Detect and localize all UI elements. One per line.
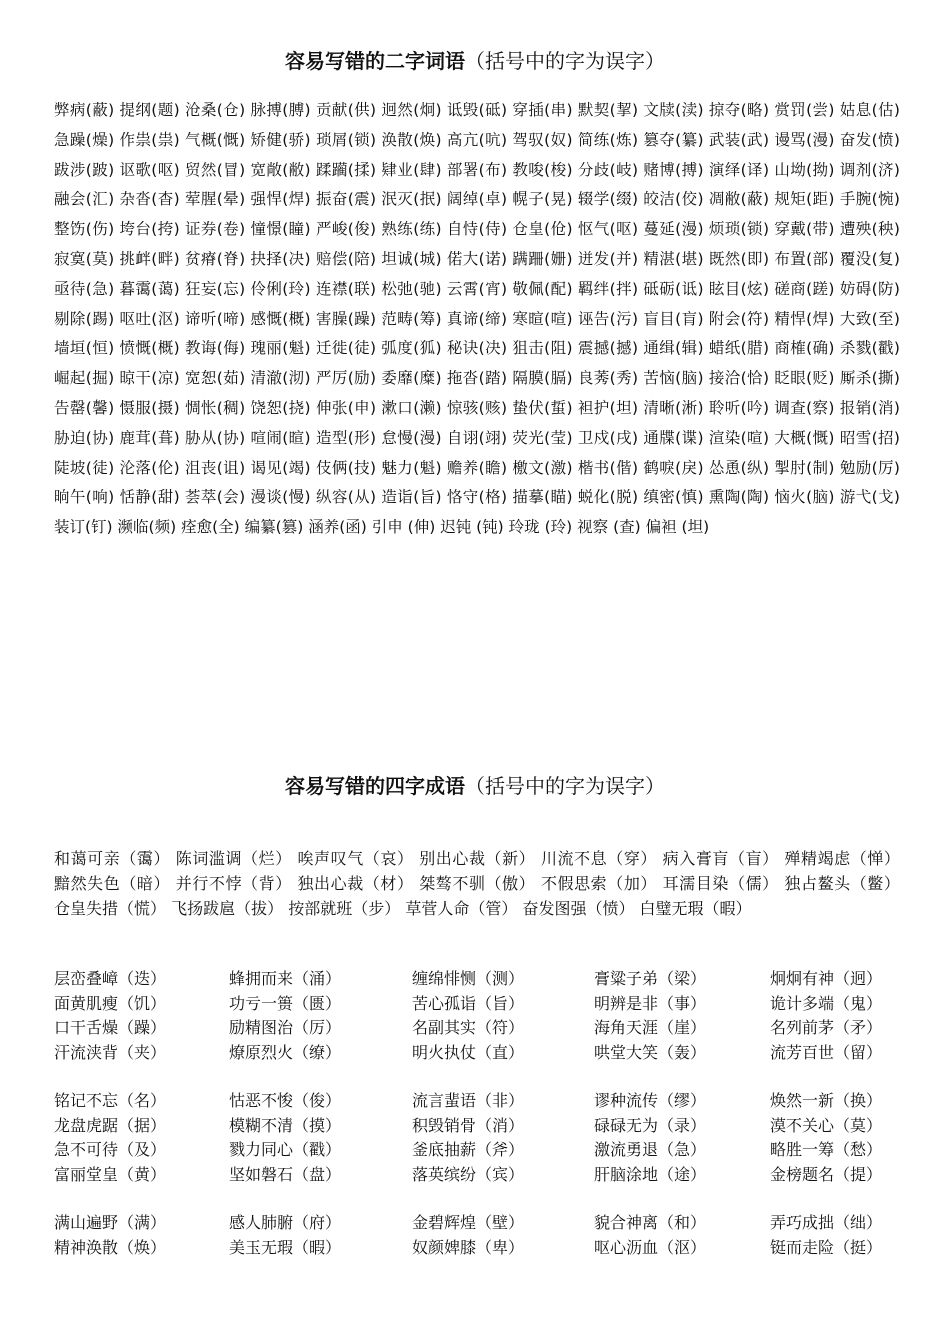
idiom-cell: 弄巧成拙（绌） <box>770 1213 883 1232</box>
word-entry: 简练(炼) <box>577 130 639 149</box>
word-entry: 沮丧(诅) <box>184 458 246 477</box>
idiom-entry: 桀骜不驯（傲） <box>419 874 536 893</box>
idiom-entry: 仓皇失措（慌） <box>54 899 167 918</box>
idiom-entry: 和蔼可亲（霭） <box>54 849 171 868</box>
word-entry: 濒临(频) <box>117 518 177 537</box>
idiom-entry: 独占鳌头（鳖） <box>784 874 900 893</box>
idiom-cell: 落英缤纷（宾） <box>412 1164 525 1184</box>
idiom-cell: 燎原烈火（缭） <box>229 1042 342 1062</box>
word-entry: 谛听(啼) <box>184 309 246 328</box>
idiom-cell: 膏粱子弟（梁） <box>594 969 707 988</box>
word-entry: 气概(慨) <box>184 130 246 149</box>
word-entry: 迸发(并) <box>577 249 639 268</box>
word-entry: 慑服(摄) <box>119 398 180 417</box>
idiom-entry: 陈词滥调（烂） <box>175 849 292 868</box>
word-entry: 伎俩(技) <box>315 458 377 477</box>
word-entry: 漱口(濑) <box>381 398 442 417</box>
word-entry: 编纂(篡) <box>244 518 304 537</box>
word-entry: 附会(符) <box>708 309 769 328</box>
word-entry: 严厉(励) <box>315 369 377 388</box>
word-entry: 姑息(估) <box>839 101 900 119</box>
word-entry: 造诣(旨) <box>381 488 442 507</box>
word-entry: 奋发(愤) <box>839 130 900 149</box>
word-entry: 檄文(激) <box>512 458 573 477</box>
idiom-cell: 碌碌无为（录） <box>594 1115 707 1135</box>
word-entry: 聆听(吟) <box>708 398 769 417</box>
word-entry: 纵容(从) <box>315 488 377 507</box>
idiom-cell: 满山遍野（满） <box>54 1213 167 1232</box>
idiom-cell: 漠不关心（莫） <box>770 1115 883 1135</box>
four-char-idioms-paragraph <box>54 846 900 921</box>
word-entry: 昭雪(招) <box>839 428 900 447</box>
word-entry: 蜕化(脱) <box>577 488 639 507</box>
word-entry: 证券(卷) <box>184 220 246 239</box>
word-entry: 荧光(莹) <box>512 428 573 447</box>
word-entry: 调查(察) <box>774 398 835 417</box>
word-entry: 伶俐(玲) <box>250 279 311 298</box>
idiom-row <box>54 1163 904 1188</box>
idiom-cell: 积毁销骨（消） <box>412 1115 525 1135</box>
word-entry: 良莠(秀) <box>577 369 639 388</box>
idiom-cell: 貌合神离（和） <box>594 1213 707 1232</box>
word-entry: 弊病(蔽) <box>54 101 115 119</box>
word-entry: 报销(消) <box>839 398 900 417</box>
idiom-row <box>54 1211 904 1236</box>
idiom-entry: 草菅人命（管） <box>405 899 518 918</box>
four-char-idioms-note: （括号中的字为误字） <box>465 774 665 798</box>
word-entry: 感慨(概) <box>250 309 311 328</box>
word-entry: 矫健(骄) <box>250 130 311 149</box>
word-entry: 辍学(缀) <box>577 190 639 209</box>
idiom-cell: 激流勇退（急） <box>594 1140 707 1159</box>
word-entry: 坦诚(城) <box>381 249 442 268</box>
word-entry: 精湛(堪) <box>643 249 704 268</box>
word-entry: 掠夺(略) <box>708 101 769 119</box>
word-entry: 蹒跚(姗) <box>512 249 573 268</box>
word-entry: 作祟(祟) <box>119 130 180 149</box>
word-entry: 贡献(供) <box>315 101 377 119</box>
word-entry: 垮台(挎) <box>119 220 180 239</box>
word-entry: 迥然(炯) <box>381 101 442 119</box>
word-entry: 胁从(协) <box>184 428 246 447</box>
word-entry: 怄气(呕) <box>577 220 639 239</box>
word-entry: 杂沓(杳) <box>119 190 180 209</box>
word-entry: 清晰(淅) <box>643 398 704 417</box>
word-entry: 暮霭(蔼) <box>119 279 180 298</box>
word-entry: 篡夺(纂) <box>643 130 704 149</box>
word-entry: 胁迫(协) <box>54 428 115 447</box>
idiom-row <box>54 1138 904 1163</box>
word-entry: 谒见(竭) <box>250 458 311 477</box>
four-char-idioms-heading: 容易写错的四字成语 <box>285 774 465 798</box>
word-entry: 崛起(掘) <box>54 369 115 388</box>
word-entry: 默契(挈) <box>577 101 639 119</box>
idiom-cell: 励精图治（厉） <box>229 1018 342 1037</box>
word-entry: 委靡(糜) <box>381 369 442 388</box>
two-char-words-title <box>0 48 950 74</box>
idiom-cell: 名列前茅（矛） <box>770 1018 883 1037</box>
idiom-cell: 铭记不忘（名） <box>54 1091 167 1110</box>
idiom-cell: 蜂拥而来（涌） <box>229 969 342 988</box>
idiom-entry: 独出心裁（材） <box>297 874 414 893</box>
idiom-entry: 别出心裁（新） <box>419 849 536 868</box>
word-entry: 拖沓(踏) <box>446 369 508 388</box>
word-entry: 勉励(厉) <box>839 458 900 477</box>
idiom-cell: 金榜题名（提） <box>770 1164 883 1184</box>
idiom-entry: 川流不息（穿） <box>540 849 657 868</box>
word-entry: 通牒(谍) <box>643 428 704 447</box>
word-entry: 装订(钉) <box>54 518 113 537</box>
idiom-cell: 谬种流传（缪） <box>594 1091 707 1110</box>
word-entry: 狂妄(忘) <box>184 279 246 298</box>
word-entry: 覆没(复) <box>839 249 900 268</box>
word-entry: 厮杀(撕) <box>839 369 900 388</box>
word-entry: 鹿茸(葺) <box>119 428 180 447</box>
idiom-row <box>54 1236 904 1261</box>
word-entry: 诬告(污) <box>577 309 639 328</box>
four-char-idioms-title <box>0 773 950 799</box>
word-entry: 视察 (查) <box>577 518 641 537</box>
word-entry: 山坳(拗) <box>774 160 835 179</box>
idiom-row <box>54 1089 904 1114</box>
word-entry: 涵养(函) <box>308 518 367 537</box>
word-entry: 部署(布) <box>446 160 508 179</box>
word-entry: 缜密(慎) <box>643 488 704 507</box>
word-entry: 融会(汇) <box>54 190 115 209</box>
word-entry: 隔膜(膈) <box>512 369 573 388</box>
word-entry: 大致(至) <box>839 309 900 328</box>
word-entry: 肄业(肆) <box>381 160 442 179</box>
word-entry: 楷书(偕) <box>577 458 639 477</box>
word-entry: 偌大(诺) <box>446 249 508 268</box>
word-entry: 蹂躏(揉) <box>315 160 377 179</box>
word-entry: 玲珑 (玲) <box>508 518 573 537</box>
idiom-cell: 呕心沥血（沤） <box>594 1237 707 1257</box>
word-entry: 既然(即) <box>708 249 769 268</box>
word-entry: 武装(武) <box>708 130 769 149</box>
word-entry: 自恃(侍) <box>446 220 508 239</box>
idiom-entry: 白璧无瑕（暇） <box>639 899 752 918</box>
word-entry: 谩骂(漫) <box>774 130 835 149</box>
idiom-entry: 耳濡目染（儒） <box>662 874 779 893</box>
word-entry: 云霄(宵) <box>446 279 508 298</box>
two-char-words-heading: 容易写错的二字词语 <box>285 49 465 73</box>
word-entry: 蜡纸(腊) <box>708 339 769 358</box>
word-entry: 布置(部) <box>774 249 835 268</box>
idiom-cell: 感人肺腑（府） <box>229 1213 342 1232</box>
idiom-entry: 飞扬跋扈（拔） <box>171 899 284 918</box>
idiom-cell: 略胜一筹（愁） <box>770 1140 883 1159</box>
word-entry: 魅力(魁) <box>381 458 442 477</box>
word-entry: 贸然(冒) <box>184 160 246 179</box>
word-entry: 范畴(筹) <box>381 309 442 328</box>
word-entry: 眩目(炫) <box>708 279 769 298</box>
word-entry: 严峻(俊) <box>315 220 377 239</box>
word-entry: 提纲(题) <box>119 101 180 119</box>
word-entry: 挑衅(畔) <box>119 249 180 268</box>
word-entry: 惊骇(赅) <box>446 398 508 417</box>
word-entry: 狙击(阻) <box>512 339 573 358</box>
word-entry: 弧度(狐) <box>381 339 442 358</box>
idiom-cell: 富丽堂皇（黄） <box>54 1164 167 1184</box>
word-entry: 荤腥(晕) <box>184 190 246 209</box>
idiom-row <box>54 1016 904 1041</box>
idiom-cell: 流言蜚语（非） <box>412 1091 525 1110</box>
word-entry: 凋敝(蔽) <box>708 190 769 209</box>
word-entry: 痊愈(全) <box>181 518 240 537</box>
idiom-grid-1 <box>54 967 904 1065</box>
idiom-cell: 层峦叠嶂（迭） <box>54 969 167 988</box>
idiom-cell: 金碧辉煌（壁） <box>412 1213 525 1232</box>
word-entry: 亟待(急) <box>54 279 115 298</box>
idiom-cell: 明火执仗（直） <box>412 1042 525 1062</box>
word-entry: 整饬(伤) <box>54 220 115 239</box>
idiom-entry: 按部就班（步） <box>288 899 401 918</box>
two-char-words-note: （括号中的字为误字） <box>465 49 665 73</box>
word-entry: 急躁(燥) <box>54 130 115 149</box>
word-entry: 规矩(距) <box>774 190 835 209</box>
word-entry: 幌子(晃) <box>512 190 573 209</box>
word-entry: 遭殃(秧) <box>839 220 900 239</box>
word-entry: 寂寞(莫) <box>54 249 115 268</box>
idiom-cell: 坚如磐石（盘） <box>229 1164 342 1184</box>
word-entry: 喧闹(暄) <box>250 428 311 447</box>
idiom-cell: 缠绵悱恻（测） <box>412 969 525 988</box>
word-entry: 游弋(戈) <box>839 488 900 507</box>
word-entry: 烦琐(锁) <box>708 220 769 239</box>
word-entry: 震撼(撼) <box>577 339 639 358</box>
idiom-cell: 名副其实（符） <box>412 1018 525 1037</box>
idiom-cell: 炯炯有神（迥） <box>770 969 883 988</box>
word-entry: 跋涉(跛) <box>54 160 115 179</box>
word-entry: 自诩(翊) <box>446 428 508 447</box>
word-entry: 熏陶(陶) <box>708 488 769 507</box>
idiom-cell: 哄堂大笑（轰） <box>594 1042 707 1062</box>
word-entry: 宽敞(敝) <box>250 160 311 179</box>
idiom-cell: 模糊不清（摸） <box>229 1115 342 1135</box>
word-entry: 秘诀(决) <box>446 339 508 358</box>
word-entry: 怂恿(纵) <box>708 458 769 477</box>
word-entry: 商榷(确) <box>774 339 835 358</box>
idiom-cell: 急不可待（及） <box>54 1140 167 1159</box>
word-entry: 砥砺(诋) <box>643 279 704 298</box>
word-entry: 驾驭(奴) <box>512 130 573 149</box>
idiom-cell: 焕然一新（换） <box>770 1091 883 1110</box>
word-entry: 晾干(凉) <box>119 369 180 388</box>
word-entry: 剔除(踢) <box>54 309 115 328</box>
word-entry: 墙垣(恒) <box>54 339 115 358</box>
idiom-cell: 口干舌燥（躁） <box>54 1018 167 1037</box>
word-entry: 手腕(惋) <box>839 190 900 209</box>
word-entry: 宽恕(茹) <box>184 369 246 388</box>
idiom-row <box>54 967 904 992</box>
idiom-cell: 美玉无瑕（暇） <box>229 1237 342 1257</box>
idiom-cell: 海角天涯（崖） <box>594 1018 707 1037</box>
word-entry: 沧桑(仓) <box>184 101 246 119</box>
word-entry: 赔偿(陪) <box>315 249 377 268</box>
idiom-entry: 奋发图强（愤） <box>522 899 635 918</box>
word-entry: 渲染(喧) <box>708 428 769 447</box>
idiom-cell: 奴颜婢膝（卑） <box>412 1237 525 1257</box>
word-entry: 贫瘠(脊) <box>184 249 246 268</box>
word-entry: 呕吐(沤) <box>119 309 180 328</box>
word-entry: 大概(慨) <box>774 428 835 447</box>
word-entry: 恪守(格) <box>446 488 508 507</box>
idiom-cell: 功亏一篑（匮） <box>229 993 342 1013</box>
word-entry: 脉搏(膊) <box>250 101 311 119</box>
word-entry: 鹤唳(戾) <box>643 458 704 477</box>
word-entry: 教诲(侮) <box>184 339 246 358</box>
idiom-entry: 黯然失色（暗） <box>54 874 171 893</box>
word-entry: 憧憬(瞳) <box>250 220 311 239</box>
word-entry: 精悍(焊) <box>774 309 835 328</box>
idiom-row <box>54 1114 904 1139</box>
idiom-entry: 并行不悖（背） <box>175 874 292 893</box>
word-entry: 怠慢(漫) <box>381 428 442 447</box>
word-entry: 晌午(响) <box>54 488 115 507</box>
word-entry: 害臊(躁) <box>315 309 377 328</box>
idiom-cell: 龙盘虎踞（据） <box>54 1115 167 1135</box>
word-entry: 瑰丽(魁) <box>250 339 311 358</box>
word-entry: 熟练(练) <box>381 220 442 239</box>
idiom-cell: 怙恶不悛（俊） <box>229 1091 342 1110</box>
word-entry: 讴歌(呕) <box>119 160 180 179</box>
idiom-entry: 病入膏肓（盲） <box>662 849 779 868</box>
word-entry: 引申 (伸) <box>371 518 436 537</box>
idiom-cell: 流芳百世（留） <box>770 1042 883 1062</box>
word-entry: 赡养(瞻) <box>446 458 508 477</box>
word-entry: 接洽(恰) <box>708 369 769 388</box>
word-entry: 荟萃(会) <box>184 488 246 507</box>
idiom-cell: 诡计多端（鬼） <box>770 993 883 1013</box>
word-entry: 连襟(联) <box>315 279 377 298</box>
word-entry: 穿戴(带) <box>774 220 835 239</box>
word-entry: 蔓延(漫) <box>643 220 704 239</box>
word-entry: 蛰伏(蜇) <box>512 398 573 417</box>
word-entry: 迁徙(徒) <box>315 339 377 358</box>
idiom-entry: 殚精竭虑（惮） <box>784 849 900 868</box>
word-entry: 饶恕(挠) <box>250 398 311 417</box>
word-entry: 眨眼(贬) <box>774 369 835 388</box>
word-entry: 松弛(驰) <box>381 279 442 298</box>
word-entry: 袒护(坦) <box>577 398 639 417</box>
word-entry: 泯灭(抿) <box>381 190 442 209</box>
word-entry: 磋商(蹉) <box>774 279 835 298</box>
word-entry: 抉择(决) <box>250 249 311 268</box>
word-entry: 寒暄(喧) <box>512 309 573 328</box>
word-entry: 高亢(吭) <box>446 130 508 149</box>
word-entry: 琐屑(锁) <box>315 130 377 149</box>
word-entry: 教唆(梭) <box>512 160 573 179</box>
idiom-entry: 唉声叹气（哀） <box>297 849 414 868</box>
word-entry: 卫戍(戌) <box>577 428 639 447</box>
word-entry: 造型(形) <box>315 428 377 447</box>
word-entry: 分歧(岐) <box>577 160 639 179</box>
word-entry: 演绎(译) <box>708 160 769 179</box>
word-entry: 诋毁(砥) <box>446 101 508 119</box>
word-entry: 赏罚(尝) <box>774 101 835 119</box>
word-entry: 伸张(申) <box>315 398 377 417</box>
idiom-cell: 釜底抽薪（斧） <box>412 1140 525 1159</box>
word-entry: 陡坡(徒) <box>54 458 115 477</box>
word-entry: 真谛(缔) <box>446 309 508 328</box>
word-entry: 描摹(瞄) <box>512 488 573 507</box>
word-entry: 文牍(渎) <box>643 101 704 119</box>
word-entry: 迟钝 (钝) <box>440 518 504 537</box>
word-entry: 沦落(伦) <box>119 458 180 477</box>
word-entry: 振奋(震) <box>315 190 377 209</box>
idiom-cell: 铤而走险（挺） <box>770 1237 883 1257</box>
word-entry: 羁绊(拌) <box>577 279 639 298</box>
word-entry: 惆怅(稠) <box>184 398 246 417</box>
word-entry: 仓皇(伧) <box>512 220 573 239</box>
idiom-row <box>54 992 904 1017</box>
word-entry: 清澈(沏) <box>250 369 311 388</box>
idiom-cell: 精神涣散（焕） <box>54 1237 167 1257</box>
word-entry: 漫谈(慢) <box>250 488 311 507</box>
word-entry: 敬佩(配) <box>512 279 573 298</box>
word-entry: 强悍(焊) <box>250 190 311 209</box>
two-char-words-list <box>54 96 900 543</box>
word-entry: 阔绰(卓) <box>446 190 508 209</box>
word-entry: 通缉(辑) <box>643 339 704 358</box>
word-entry: 穿插(串) <box>512 101 573 119</box>
word-entry: 妨碍(防) <box>839 279 900 298</box>
idiom-entry: 不假思索（加） <box>540 874 657 893</box>
word-entry: 恬静(甜) <box>119 488 180 507</box>
idiom-cell: 戮力同心（戳） <box>229 1140 342 1159</box>
word-entry: 告罄(馨) <box>54 398 115 417</box>
idiom-cell: 明辨是非（事） <box>594 993 707 1013</box>
idiom-cell: 汗流浃背（夹） <box>54 1042 167 1062</box>
word-entry: 赌博(搏) <box>643 160 704 179</box>
idiom-cell: 面黄肌瘦（饥） <box>54 993 167 1013</box>
word-entry: 掣肘(制) <box>774 458 835 477</box>
word-entry: 皎洁(佼) <box>643 190 704 209</box>
word-entry: 调剂(济) <box>839 160 900 179</box>
idiom-cell: 苦心孤诣（旨） <box>412 993 525 1013</box>
word-entry: 愤慨(概) <box>119 339 180 358</box>
idiom-cell: 肝脑涂地（途） <box>594 1164 707 1184</box>
idiom-row <box>54 1041 904 1066</box>
idiom-grid-2 <box>54 1089 904 1187</box>
word-entry: 苦恼(脑) <box>643 369 704 388</box>
word-entry: 偏袒 (坦) <box>645 518 710 537</box>
word-entry: 恼火(脑) <box>774 488 835 507</box>
idiom-grid-3 <box>54 1211 904 1260</box>
word-entry: 盲目(肓) <box>643 309 704 328</box>
word-entry: 涣散(焕) <box>381 130 442 149</box>
word-entry: 杀戮(戳) <box>839 339 900 358</box>
